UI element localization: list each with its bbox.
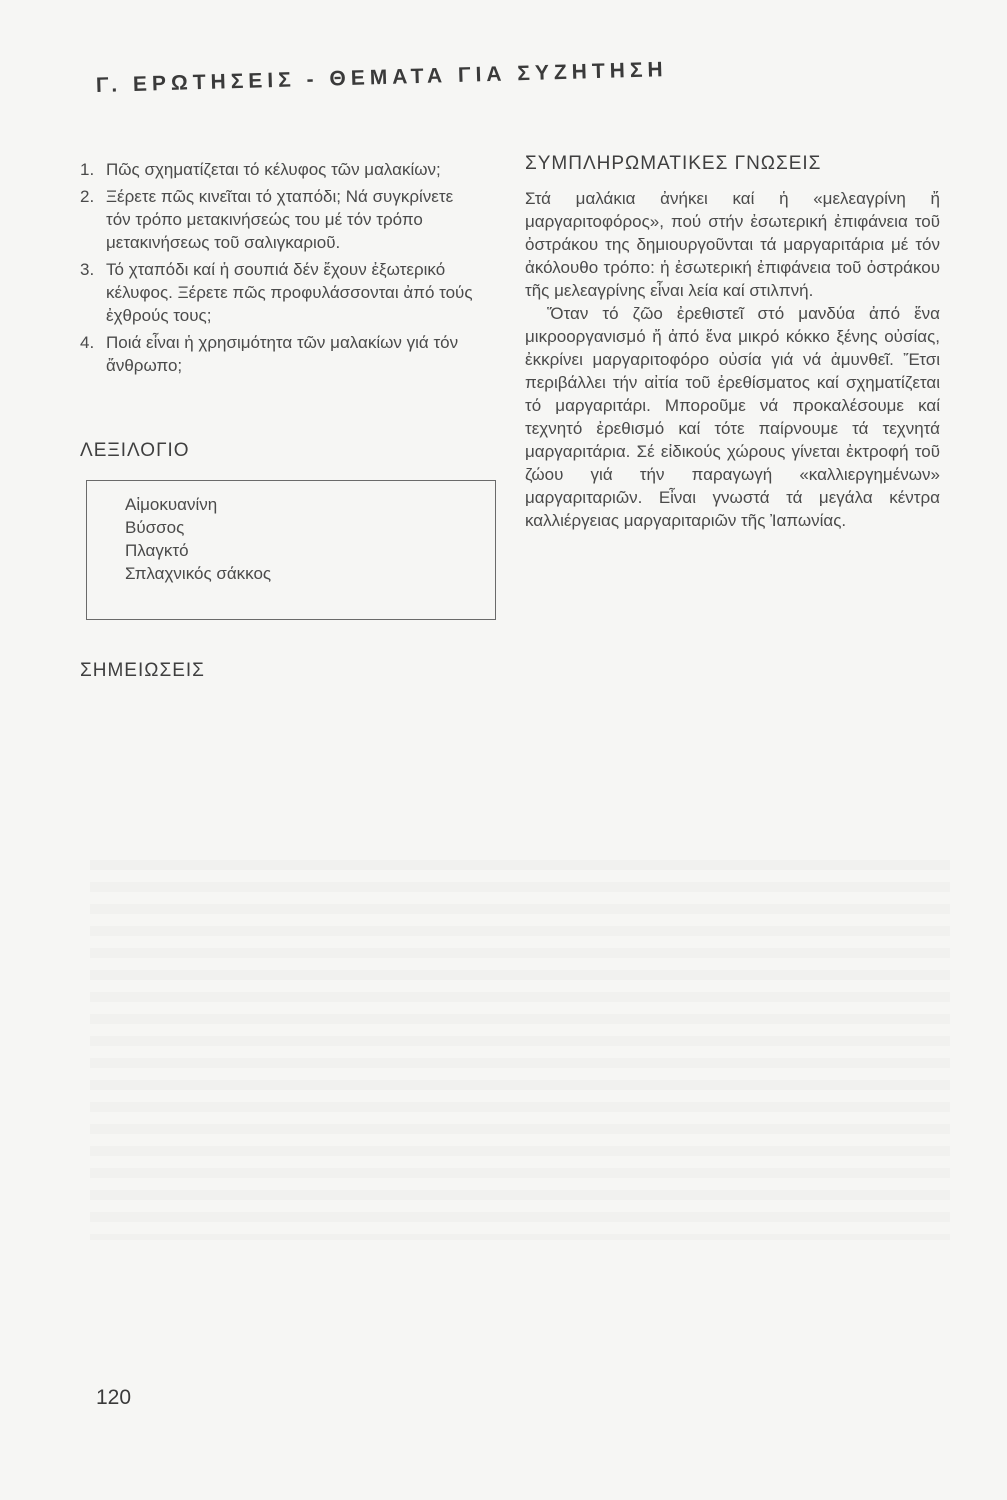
question-number: 4. xyxy=(80,333,95,352)
question-number: 2. xyxy=(80,187,95,206)
lexicon-term: Σπλαχνικός σάκκος xyxy=(125,564,272,583)
question-text: Πῶς σχηματίζεται τό κέλυφος τῶν μαλακίων; xyxy=(106,160,441,179)
supplementary-info xyxy=(525,152,940,532)
questions-list xyxy=(80,158,500,377)
info-title: ΣΥΜΠΛΗΡΩΜΑΤΙΚΕΣ ΓΝΩΣΕΙΣ xyxy=(525,153,822,174)
question-text: Ξέρετε πῶς κινεῖται τό χταπόδι; Νά συγκρίνετε τόν τρόπο μετακινήσεώς του μέ τόν τρόπο μετακινήσεως τοῦ σαλιγκαριοῦ. xyxy=(106,187,454,252)
notes-title: ΣΗΜΕΙΩΣΕΙΣ xyxy=(80,660,205,681)
questions-column xyxy=(80,158,500,381)
question-text: Ποιά εἶναι ἡ χρησιμότητα τῶν μαλακίων γιά τόν ἄνθρωπο; xyxy=(106,333,459,375)
lexicon-term: Πλαγκτό xyxy=(125,541,189,560)
question-item xyxy=(80,185,500,254)
question-number: 3. xyxy=(80,260,95,279)
show-through-background xyxy=(90,860,950,1240)
lexicon-title: ΛΕΞΙΛΟΓΙΟ xyxy=(80,440,190,461)
question-text: Τό χταπόδι καί ἡ σουπιά δέν ἔχουν ἐξωτερικό κέλυφος. Ξέρετε πῶς προφυλάσσονται ἀπό τούς ἐχθρούς τους; xyxy=(106,260,473,325)
question-item xyxy=(80,331,500,377)
question-number: 1. xyxy=(80,160,95,179)
question-item xyxy=(80,158,500,181)
page-heading: Γ. ΕΡΩΤΗΣΕΙΣ - ΘΕΜΑΤΑ ΓΙΑ ΣΥΖΗΤΗΣΗ xyxy=(95,58,668,97)
info-paragraph: Ὅταν τό ζῶο ἐρεθιστεῖ στό μανδύα ἀπό ἕνα μικροοργανισμό ἤ ἀπό ἕνα μικρό κόκκο ξένης οὐσίας, ἐκκρίνει μαργαριτοφόρο οὐσία γιά νά ἀμυνθεῖ. Ἔτσι περιβάλλει τήν αἰτία τοῦ ἐρεθίσματος καί σχηματίζεται τό μαργαριτάρι. Μποροῦμε νά προκαλέσουμε καί τεχνητό ἐρεθισμό καί τότε παίρνουμε τά τεχνητά μαργαριτάρια. Σέ εἰδικούς χώρους γίνεται ἐκτροφή τοῦ ζώου γιά τήν παραγωγή «καλλιεργημένων» μαργαριταριῶν. Εἶναι γνωστά τά μεγάλα κέντρα καλλιέργειας μαργαριταριῶν τῆς Ἰαπωνίας. xyxy=(525,304,940,530)
lexicon-term: Αἱμοκυανίνη xyxy=(125,495,218,514)
info-paragraph: Στά μαλάκια ἀνήκει καί ἡ «μελεαγρίνη ἤ μαργαριτοφόρος», πού στήν ἐσωτερική ἐπιφάνεια τοῦ ὀστράκου της δημιουργοῦνται τά μαργαριτάρια μέ τόν ἀκόλουθο τρόπο: ἡ ἐσωτερική ἐπιφάνεια τοῦ ὀστράκου τῆς μελεαγρίνης εἶναι λεία καί στιλπνή. xyxy=(525,189,940,300)
lexicon-box xyxy=(86,480,496,620)
question-item xyxy=(80,258,500,327)
page-number: 120 xyxy=(96,1386,132,1409)
lexicon-term: Βύσσος xyxy=(125,518,185,537)
